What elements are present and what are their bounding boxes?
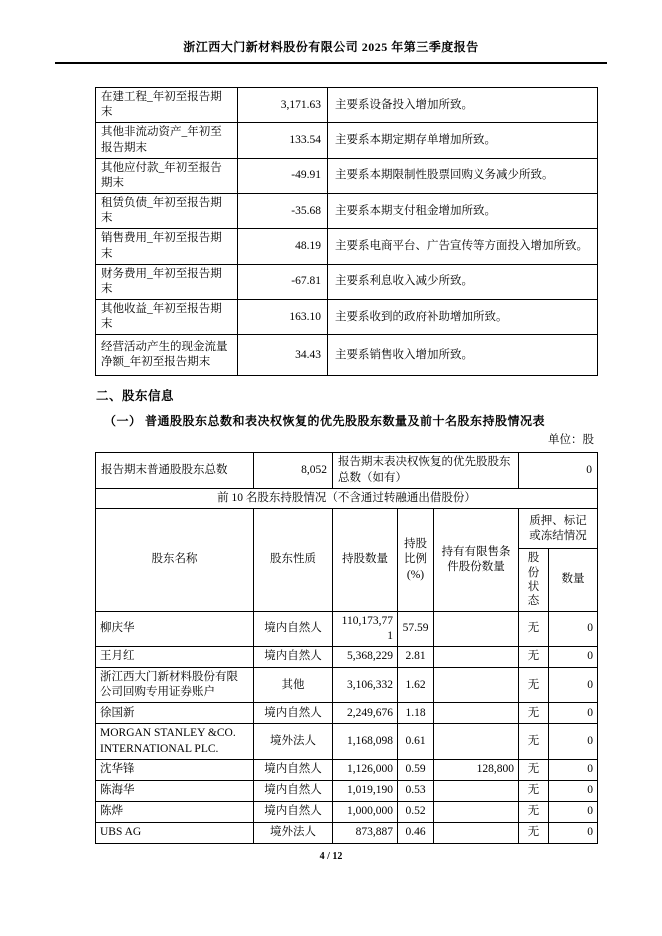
change-item-reason: 主要系收到的政府补助增加所致。 [328, 300, 598, 335]
common-shareholders-count: 8,052 [254, 453, 333, 489]
change-item-value: 34.43 [238, 335, 328, 376]
common-shareholders-label: 报告期末普通股股东总数 [96, 453, 254, 489]
pledge-quantity: 0 [549, 611, 598, 646]
shareholding-ratio: 1.18 [398, 703, 434, 724]
shares-held: 2,249,676 [333, 703, 398, 724]
shareholder-row [96, 759, 598, 780]
change-items-table [95, 87, 598, 376]
restricted-shares [434, 801, 519, 822]
restricted-shares [434, 647, 519, 668]
change-item-value: -35.68 [238, 194, 328, 229]
shareholder-row [96, 668, 598, 703]
shareholder-row [96, 724, 598, 759]
change-item-name: 销售费用_年初至报告期末 [96, 229, 238, 264]
change-item-value: -67.81 [238, 264, 328, 299]
shareholder-name: 陈海华 [96, 780, 254, 801]
change-item-row [96, 264, 598, 299]
shares-held: 873,887 [333, 822, 398, 843]
share-status: 无 [519, 759, 549, 780]
restricted-shares [434, 668, 519, 703]
shareholding-ratio: 57.59 [398, 611, 434, 646]
pledge-quantity: 0 [549, 724, 598, 759]
preferred-shareholders-label: 报告期末表决权恢复的优先股股东总数（如有） [333, 453, 519, 489]
shares-held: 1,168,098 [333, 724, 398, 759]
col-header-pledge-quantity: 数量 [549, 549, 598, 612]
change-item-value: 163.10 [238, 300, 328, 335]
col-header-shares-held: 持股数量 [333, 509, 398, 612]
shareholder-summary-row [96, 453, 598, 489]
shareholder-name: 柳庆华 [96, 611, 254, 646]
shareholder-row [96, 647, 598, 668]
change-item-name: 财务费用_年初至报告期末 [96, 264, 238, 299]
unit-label: 单位：股 [548, 434, 594, 446]
restricted-shares [434, 780, 519, 801]
change-item-reason: 主要系电商平台、广告宣传等方面投入增加所致。 [328, 229, 598, 264]
pledge-quantity: 0 [549, 668, 598, 703]
top10-title: 前 10 名股东持股情况（不含通过转融通出借股份） [96, 489, 598, 509]
share-status: 无 [519, 611, 549, 646]
pledge-quantity: 0 [549, 780, 598, 801]
shareholding-ratio: 1.62 [398, 668, 434, 703]
restricted-shares [434, 611, 519, 646]
pledge-quantity: 0 [549, 703, 598, 724]
change-item-name: 在建工程_年初至报告期末 [96, 88, 238, 123]
share-status: 无 [519, 724, 549, 759]
share-status: 无 [519, 703, 549, 724]
report-title: 浙江西大门新材料股份有限公司 2025 年第三季度报告 [55, 38, 607, 64]
shareholding-ratio: 0.46 [398, 822, 434, 843]
restricted-shares [434, 724, 519, 759]
change-item-row [96, 194, 598, 229]
share-status: 无 [519, 647, 549, 668]
shareholder-table [95, 452, 598, 844]
col-header-share-status [519, 549, 549, 612]
shareholding-ratio: 0.61 [398, 724, 434, 759]
pledge-quantity: 0 [549, 801, 598, 822]
shareholder-nature: 境外法人 [254, 822, 333, 843]
page-number: 4 / 12 [319, 851, 343, 862]
change-item-name: 其他应付款_年初至报告期末 [96, 158, 238, 193]
change-item-reason: 主要系本期定期存单增加所致。 [328, 123, 598, 158]
share-status-vertical-label: 股份状态 [527, 552, 540, 608]
change-item-row [96, 123, 598, 158]
shareholder-name: 王月红 [96, 647, 254, 668]
shareholder-nature: 境内自然人 [254, 801, 333, 822]
change-item-value: 48.19 [238, 229, 328, 264]
shareholder-name: UBS AG [96, 822, 254, 843]
top10-title-row [96, 489, 598, 509]
change-item-row [96, 88, 598, 123]
share-status: 无 [519, 801, 549, 822]
change-item-reason: 主要系利息收入减少所致。 [328, 264, 598, 299]
change-item-reason: 主要系本期支付租金增加所致。 [328, 194, 598, 229]
shareholder-nature: 其他 [254, 668, 333, 703]
change-items-body [96, 88, 598, 376]
col-header-pledge-group: 质押、标记或冻结情况 [519, 509, 598, 549]
shareholder-nature: 境内自然人 [254, 647, 333, 668]
change-item-reason: 主要系本期限制性股票回购义务减少所致。 [328, 158, 598, 193]
shares-held: 3,106,332 [333, 668, 398, 703]
shares-held: 1,019,190 [333, 780, 398, 801]
share-status: 无 [519, 780, 549, 801]
restricted-shares [434, 703, 519, 724]
shareholder-name: MORGAN STANLEY &CO. INTERNATIONAL PLC. [96, 724, 254, 759]
col-header-shareholder-name: 股东名称 [96, 509, 254, 612]
shareholder-nature: 境内自然人 [254, 759, 333, 780]
section-heading-shareholder-info: 二、股东信息 [96, 389, 175, 403]
shareholding-ratio: 0.53 [398, 780, 434, 801]
pledge-quantity: 0 [549, 647, 598, 668]
pledge-quantity: 0 [549, 759, 598, 780]
section-subheading-top10-table: （一） 普通股股东总数和表决权恢复的优先股股东数量及前十名股东持股情况表 [104, 414, 546, 428]
change-item-row [96, 300, 598, 335]
change-item-row [96, 229, 598, 264]
col-header-restricted-shares: 持有有限售条件股份数量 [434, 509, 519, 612]
change-item-value: -49.91 [238, 158, 328, 193]
shareholding-ratio: 0.59 [398, 759, 434, 780]
share-status: 无 [519, 822, 549, 843]
change-item-name: 经营活动产生的现金流量净额_年初至报告期末 [96, 335, 238, 376]
shareholder-row [96, 801, 598, 822]
shareholder-row [96, 822, 598, 843]
shareholder-table-body [96, 453, 598, 844]
shareholder-name: 浙江西大门新材料股份有限公司回购专用证券账户 [96, 668, 254, 703]
shareholder-nature: 境内自然人 [254, 703, 333, 724]
shares-held: 5,368,229 [333, 647, 398, 668]
change-item-value: 133.54 [238, 123, 328, 158]
shareholder-nature: 境内自然人 [254, 611, 333, 646]
change-item-reason: 主要系销售收入增加所致。 [328, 335, 598, 376]
change-item-value: 3,171.63 [238, 88, 328, 123]
shareholder-row [96, 703, 598, 724]
pledge-quantity: 0 [549, 822, 598, 843]
shareholder-name: 沈华锋 [96, 759, 254, 780]
share-status: 无 [519, 668, 549, 703]
shares-held: 110,173,771 [333, 611, 398, 646]
col-header-shareholding-ratio: 持股比例(%) [398, 509, 434, 612]
shareholder-header-row [96, 509, 598, 549]
shares-held: 1,126,000 [333, 759, 398, 780]
shareholder-name: 陈烨 [96, 801, 254, 822]
col-header-shareholder-nature: 股东性质 [254, 509, 333, 612]
shareholder-row [96, 780, 598, 801]
change-item-name: 其他收益_年初至报告期末 [96, 300, 238, 335]
change-item-row [96, 158, 598, 193]
change-item-name: 租赁负债_年初至报告期末 [96, 194, 238, 229]
shareholding-ratio: 2.81 [398, 647, 434, 668]
shareholder-name: 徐国新 [96, 703, 254, 724]
change-item-reason: 主要系设备投入增加所致。 [328, 88, 598, 123]
restricted-shares: 128,800 [434, 759, 519, 780]
shareholding-ratio: 0.52 [398, 801, 434, 822]
preferred-shareholders-count: 0 [519, 453, 598, 489]
shares-held: 1,000,000 [333, 801, 398, 822]
change-item-row [96, 335, 598, 376]
change-item-name: 其他非流动资产_年初至报告期末 [96, 123, 238, 158]
shareholder-nature: 境内自然人 [254, 780, 333, 801]
restricted-shares [434, 822, 519, 843]
shareholder-nature: 境外法人 [254, 724, 333, 759]
shareholder-row [96, 611, 598, 646]
